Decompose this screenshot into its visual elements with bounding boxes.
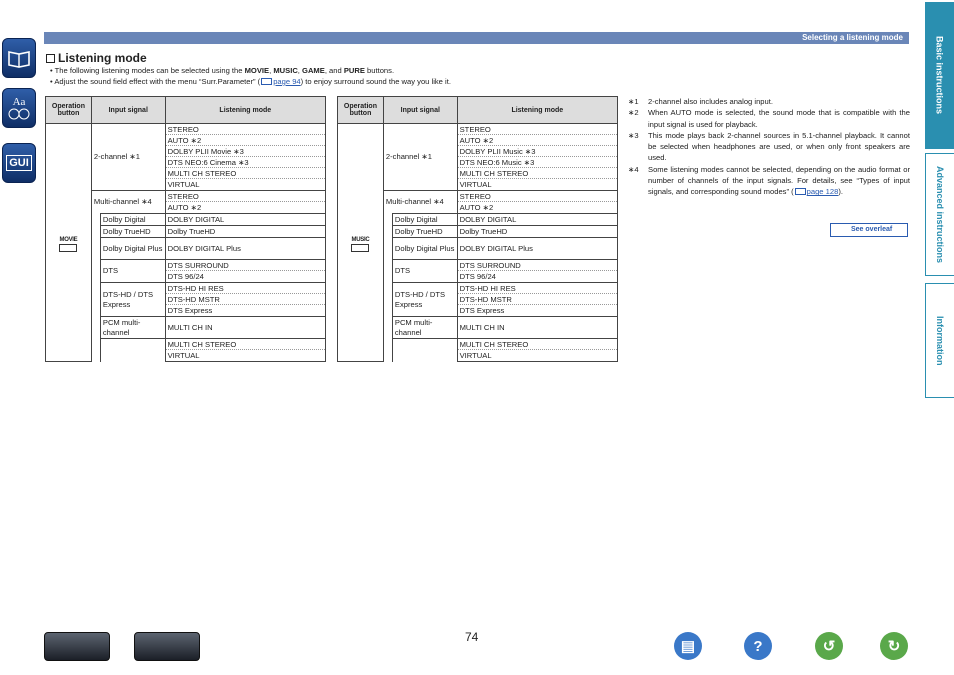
mode-item: DTS SURROUND [166, 260, 325, 271]
mode-item: VIRTUAL [459, 180, 492, 189]
b1-c1: , [269, 66, 274, 75]
note-text: Some listening modes cannot be selected, depending on the audio format or number of channels of the input signals. For details, see “Types of input signals, and corresponding sound modes” ( [648, 164, 910, 197]
music-2ch-modes [457, 124, 617, 191]
note-mark: ∗4 [628, 164, 639, 174]
movie-multi-modes [165, 191, 325, 214]
movie-2ch-modes [165, 124, 325, 191]
footnote-4 [628, 164, 910, 198]
b1-game: GAME [302, 66, 325, 75]
mode-item: STEREO [458, 124, 617, 135]
mode-item: DTS NEO:6 Music ∗3 [458, 157, 617, 168]
note-mark: ∗1 [628, 97, 639, 106]
mode-item: MULTI CH IN [459, 323, 505, 332]
mode-item: STEREO [458, 191, 617, 202]
manual-book-icon[interactable]: ▤ [674, 632, 702, 660]
page-ref-icon [795, 188, 806, 195]
footnote-3 [628, 130, 910, 164]
music-thd: Dolby TrueHD [392, 226, 457, 238]
mode-item: DTS SURROUND [458, 260, 617, 271]
tab-advanced-instructions[interactable] [925, 153, 954, 276]
bullet-1: • The following listening modes can be selected using the MOVIE, MUSIC, GAME, and PURE buttons. [50, 66, 395, 75]
mode-item: Dolby TrueHD [167, 227, 216, 236]
mode-item: MULTI CH STEREO [166, 339, 325, 350]
note-text: 2-channel also includes analog input. [648, 97, 773, 106]
music-button-icon[interactable] [351, 237, 369, 252]
page-ref-icon [261, 78, 272, 85]
page-94-link[interactable]: page 94 [273, 77, 301, 86]
mode-item: AUTO ∗2 [167, 203, 202, 212]
glossary-aa-icon[interactable] [2, 88, 36, 128]
movie-dd: Dolby Digital [100, 214, 165, 226]
mode-item: MULTI CH STEREO [458, 168, 617, 179]
footnote-1 [628, 96, 910, 107]
mode-item: DOLBY DIGITAL Plus [167, 244, 241, 253]
music-mode-table [337, 96, 618, 362]
contents-book-icon[interactable] [2, 38, 36, 78]
gui-icon[interactable] [2, 143, 36, 183]
mode-item: DTS Express [167, 306, 213, 315]
forward-icon[interactable]: ↻ [880, 632, 908, 660]
movie-button-cell [46, 124, 92, 362]
help-icon[interactable]: ? [744, 632, 772, 660]
mode-item: DOLBY DIGITAL [459, 215, 517, 224]
music-button-cell [338, 124, 384, 362]
b1-post: buttons. [364, 66, 395, 75]
mode-item: VIRTUAL [459, 351, 492, 360]
page-128-link[interactable]: page 128 [806, 187, 839, 197]
header-mode: Listening mode [165, 97, 325, 124]
mode-item: DOLBY DIGITAL [167, 215, 225, 224]
header-button: Operation button [46, 97, 92, 124]
movie-pcm: PCM multi-channel [100, 317, 165, 339]
music-dts: DTS [392, 260, 457, 283]
music-ddp: Dolby Digital Plus [392, 238, 457, 260]
intro-bullets [50, 65, 451, 87]
music-dtshd: DTS-HD / DTS Express [392, 283, 457, 317]
mode-item: STEREO [166, 191, 325, 202]
movie-2ch: 2-channel ∗1 [91, 124, 165, 191]
note-mark: ∗2 [628, 108, 639, 118]
mode-item: DOLBY DIGITAL Plus [459, 244, 533, 253]
page-number: 74 [465, 630, 479, 644]
mode-item: DTS-HD MSTR [166, 294, 325, 305]
bullet-2: • Adjust the sound field effect with the menu “Surr.Parameter” ( page 94) to enjoy surround sound the way you like it. [50, 77, 451, 86]
glossary-label: Aa [12, 96, 26, 108]
tab-information[interactable] [925, 283, 954, 398]
b1-music: MUSIC [273, 66, 298, 75]
tab-information-label: Information [935, 315, 945, 366]
b2-post: ) to enjoy surround sound the way you like it. [300, 77, 451, 86]
music-pcm: PCM multi-channel [392, 317, 457, 339]
tab-basic-label: Basic instructions [934, 36, 945, 115]
front-panel-icon[interactable] [44, 632, 110, 661]
b1-pure: PURE [343, 66, 365, 75]
mode-item: DTS 96/24 [167, 272, 204, 281]
movie-dts: DTS [100, 260, 165, 283]
mode-item: DTS NEO:6 Cinema ∗3 [166, 157, 325, 168]
mode-item: AUTO ∗2 [459, 203, 494, 212]
b1-movie: MOVIE [244, 66, 270, 75]
movie-dtshd: DTS-HD / DTS Express [100, 283, 165, 317]
mode-item: DOLBY PLII Movie ∗3 [166, 146, 325, 157]
checkbox-icon [46, 54, 55, 63]
mode-item: DTS-HD HI RES [458, 283, 617, 294]
header-input: Input signal [91, 97, 165, 124]
mode-item: MULTI CH IN [167, 323, 213, 332]
mode-item: MULTI CH STEREO [458, 339, 617, 350]
header-input: Input signal [383, 97, 457, 124]
footnote-2 [628, 107, 910, 130]
mode-item: VIRTUAL [167, 180, 200, 189]
mode-item: DTS Express [459, 306, 505, 315]
mode-item: DOLBY PLII Music ∗3 [458, 146, 617, 157]
music-2ch: 2-channel ∗1 [383, 124, 457, 191]
footnotes [628, 96, 910, 198]
page-title [46, 51, 147, 65]
header-button: Operation button [338, 97, 384, 124]
mode-item: VIRTUAL [167, 351, 200, 360]
movie-button-label: MOVIE [59, 236, 78, 243]
b1-c2: , [297, 66, 303, 75]
back-icon[interactable]: ↺ [815, 632, 843, 660]
music-button-label: MUSIC [351, 236, 370, 243]
tab-advanced-label: Advanced instructions [935, 165, 945, 264]
section-title-text: Listening mode [58, 51, 147, 65]
gui-label: GUI [6, 155, 32, 171]
see-overleaf-button[interactable]: See overleaf [830, 223, 908, 237]
music-dd: Dolby Digital [392, 214, 457, 226]
header-mode: Listening mode [457, 97, 617, 124]
music-multi-modes [457, 191, 617, 214]
mode-item: MULTI CH STEREO [166, 168, 325, 179]
b2-pre: Adjust the sound field effect with the menu “Surr.Parameter” ( [54, 77, 261, 86]
note-text: This mode plays back 2-channel sources in 5.1-channel playback. It cannot be selected when headphones are used, or when only front speakers are used. [648, 130, 910, 163]
movie-thd: Dolby TrueHD [100, 226, 165, 238]
note-text: When AUTO mode is selected, the sound mode that is compatible with the input signal is used for playback. [648, 108, 910, 129]
tab-basic-instructions[interactable] [925, 2, 954, 149]
mode-item: Dolby TrueHD [459, 227, 508, 236]
movie-multi: Multi-channel ∗4 [91, 191, 165, 214]
breadcrumb: Selecting a listening mode [44, 32, 909, 44]
mode-item: STEREO [166, 124, 325, 135]
movie-mode-table [45, 96, 326, 362]
note-mark: ∗3 [628, 130, 639, 140]
mode-item: DTS-HD HI RES [166, 283, 325, 294]
b1-and: , and [324, 66, 344, 75]
mode-item: DTS-HD MSTR [458, 294, 617, 305]
mode-item: DTS 96/24 [459, 272, 496, 281]
movie-ddp: Dolby Digital Plus [100, 238, 165, 260]
remote-control-icon[interactable] [134, 632, 200, 661]
music-multi: Multi-channel ∗4 [383, 191, 457, 214]
mode-item: AUTO ∗2 [166, 135, 325, 146]
note-text-end: ). [838, 187, 843, 197]
b1-pre: The following listening modes can be selected using the [54, 66, 245, 75]
movie-button-icon[interactable] [59, 237, 77, 252]
mode-item: AUTO ∗2 [458, 135, 617, 146]
